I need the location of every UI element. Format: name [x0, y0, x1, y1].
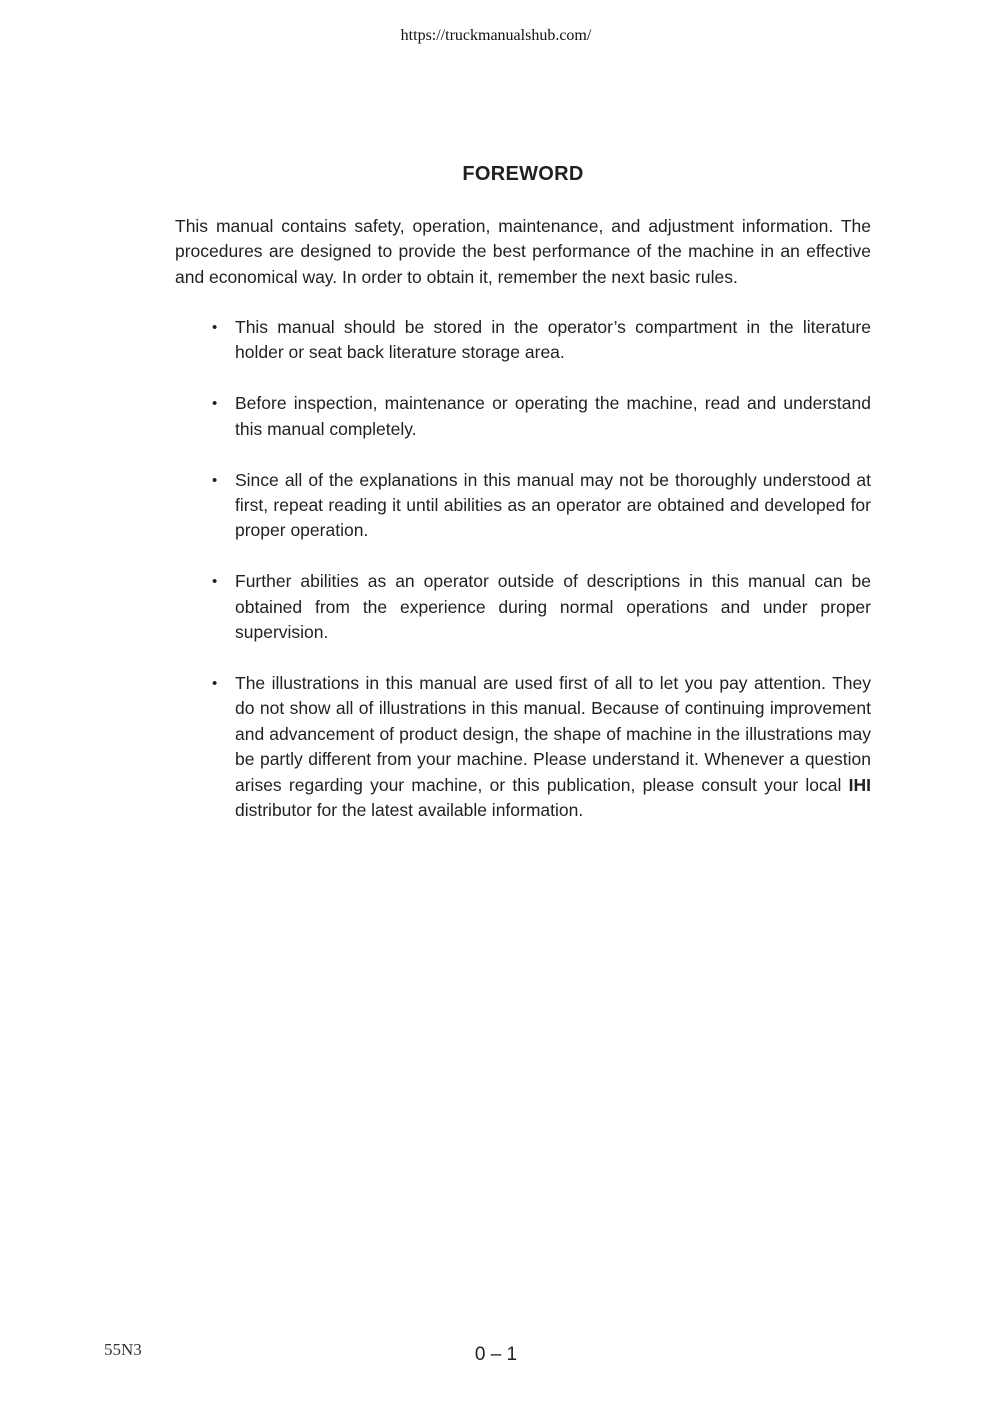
rule-item-illustrations: [175, 671, 871, 823]
rule-text-after: distributor for the latest available information.: [235, 800, 584, 821]
rule-text: Before inspection, maintenance or operating the machine, read and understand this manual completely.: [235, 393, 871, 439]
document-code: 55N3: [104, 1340, 142, 1359]
rules-list: [175, 315, 871, 849]
rule-item-experience: [175, 569, 871, 645]
rule-item-read-first: [175, 391, 871, 442]
rule-text: Further abilities as an operator outside of descriptions in this manual can be obtained from the experience during normal operations and under proper supervision.: [235, 571, 871, 643]
rule-item-storage: [175, 315, 871, 366]
rule-item-repeat-reading: [175, 468, 871, 544]
brand-name: IHI: [848, 774, 871, 795]
rule-text: This manual should be stored in the operator’s compartment in the literature holder or seat back literature storage area.: [235, 317, 871, 363]
bullet-icon: •: [212, 573, 218, 591]
header-url: https://truckmanualshub.com/: [400, 27, 592, 44]
rule-text-before: The illustrations in this manual are used first of all to let you pay attention. They do not show all of illustrations in this manual. Because of continuing improvement and advancement of product design, the shape of machine in the illustrations may be partly different from your machine. Please understand it. Whenever a question arises regarding your machine, or this publication, please consult your local: [235, 673, 871, 795]
bullet-icon: •: [212, 395, 218, 413]
page-title: FOREWORD: [462, 163, 584, 185]
bullet-icon: •: [212, 675, 218, 693]
rule-text: Since all of the explanations in this manual may not be thoroughly understood at first, repeat reading it until abilities as an operator are obtained and developed for proper operation.: [235, 469, 871, 541]
page-number: 0 – 1: [474, 1344, 518, 1365]
bullet-icon: •: [212, 319, 218, 336]
bullet-icon: •: [212, 471, 218, 489]
intro-paragraph: This manual contains safety, operation, maintenance, and adjustment information. The procedures are designed to provide the best performance of the machine in an effective and economical way. In order to obtain it, remember the next basic rules.: [175, 216, 871, 287]
